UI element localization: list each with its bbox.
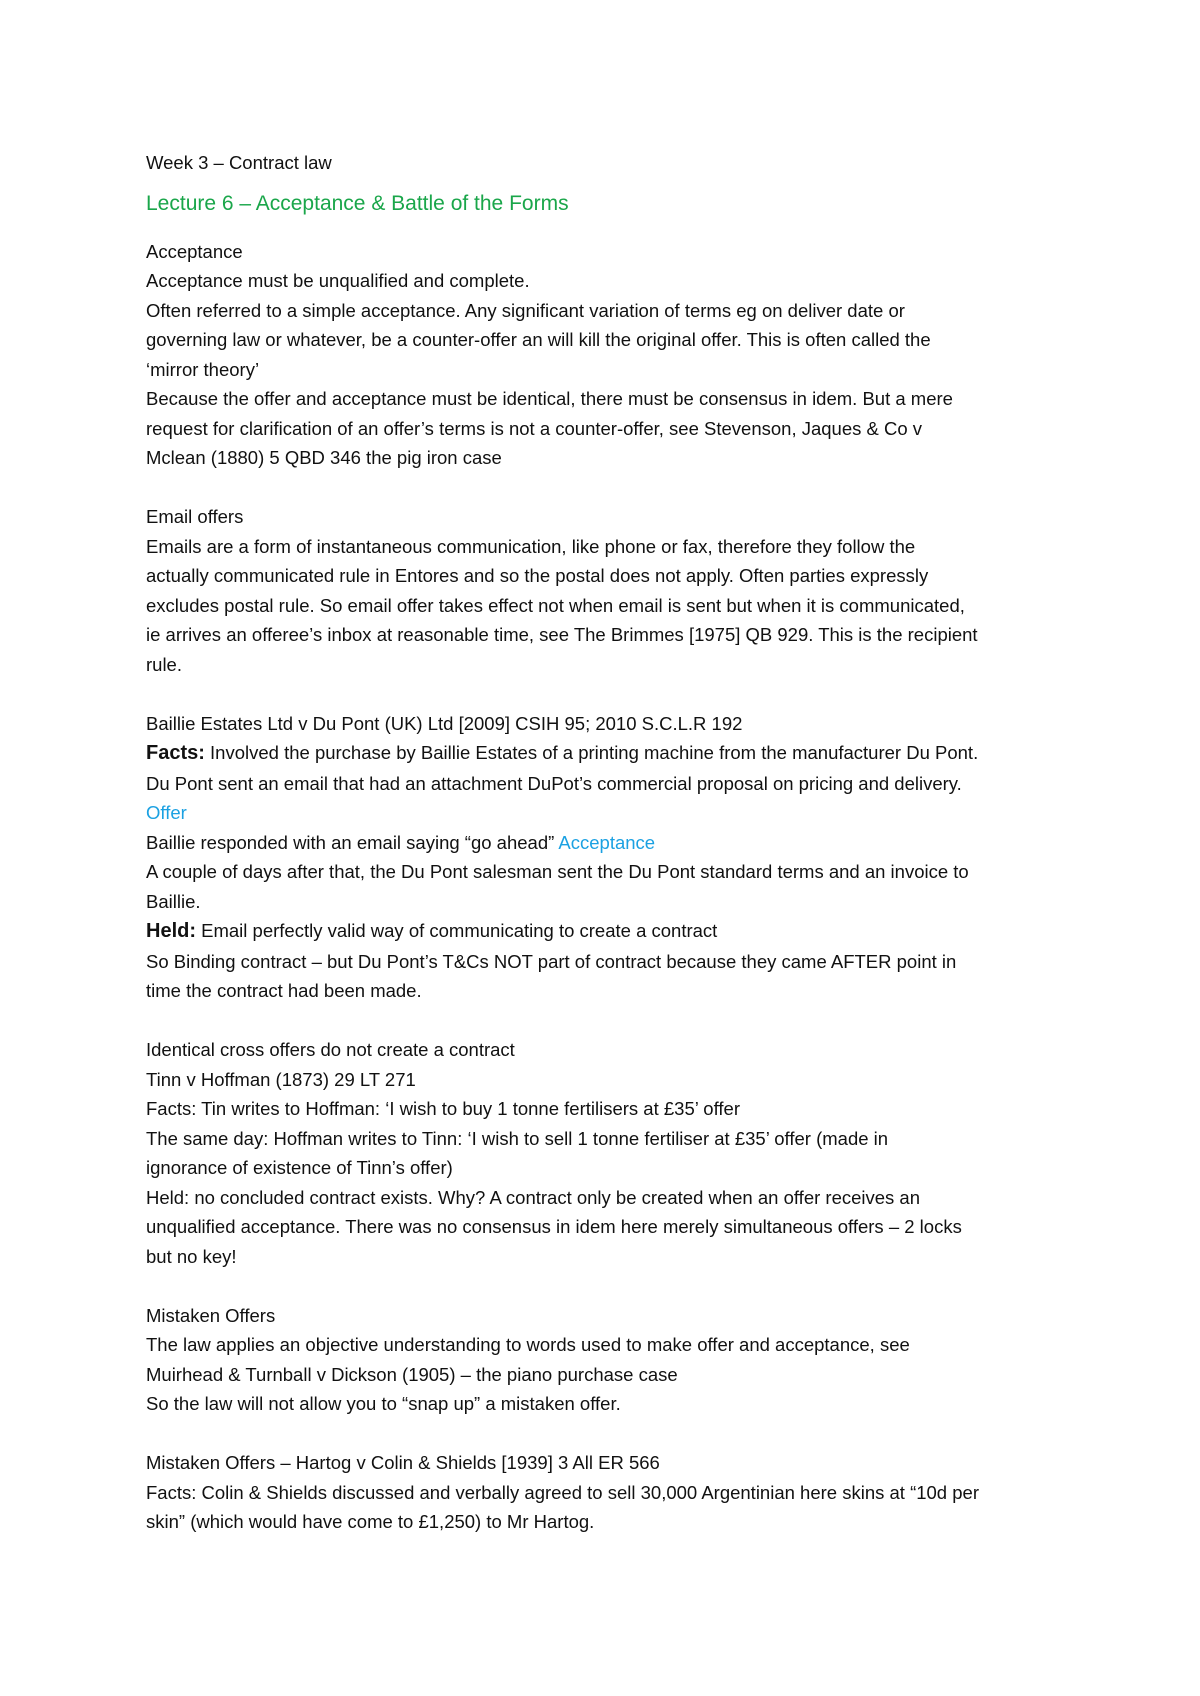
section-heading-mistaken-offers: Mistaken Offers [146, 1304, 276, 1326]
section-heading-cross-offers: Identical cross offers do not create a contract [146, 1039, 515, 1060]
paragraph-line: So the law will not allow you to “snap up” a mistaken offer. [146, 1393, 621, 1414]
paragraph-line: Mclean (1880) 5 QBD 346 the pig iron case [146, 447, 502, 468]
facts-line [146, 738, 1080, 769]
paragraph-line: Because the offer and acceptance must be identical, there must be consensus in idem. But a mere [146, 388, 953, 409]
paragraph-line: Emails are a form of instantaneous communication, like phone or fax, therefore they follow the [146, 535, 916, 557]
email-offers-section [146, 502, 1080, 679]
paragraph-line: time the contract had been made. [146, 980, 422, 1001]
section-heading-acceptance: Acceptance [146, 240, 243, 262]
paragraph-line: Tinn v Hoffman (1873) 29 LT 271 [146, 1068, 416, 1090]
paragraph-line: rule. [146, 653, 182, 675]
lecture-heading: Lecture 6 – Acceptance & Battle of the Forms [146, 191, 569, 215]
paragraph-line: request for clarification of an offer’s terms is not a counter-offer, see Stevenson, Jaques & Co v [146, 417, 923, 439]
held-text: Email perfectly valid way of communicating to create a contract [196, 920, 718, 941]
acceptance-tag: Acceptance [558, 831, 656, 853]
paragraph-line: unqualified acceptance. There was no consensus in idem here merely simultaneous offers – 2 locks [146, 1216, 962, 1237]
response-text: Baillie responded with an email saying “go ahead” [146, 831, 559, 853]
paragraph-line: skin” (which would have come to £1,250) to Mr Hartog. [146, 1511, 595, 1532]
document-title: Week 3 – Contract law [146, 152, 332, 173]
spacer [146, 1006, 1080, 1036]
paragraph-line: governing law or whatever, be a counter-offer an will kill the original offer. This is often called the [146, 329, 931, 350]
paragraph-line: So Binding contract – but Du Pont’s T&Cs NOT part of contract because they came AFTER point in [146, 950, 957, 972]
paragraph-line: ‘mirror theory’ [146, 358, 260, 380]
section-heading-email-offers: Email offers [146, 506, 244, 527]
paragraph-line: Facts: Tin writes to Hoffman: ‘I wish to buy 1 tonne fertilisers at £35’ offer [146, 1098, 740, 1119]
acceptance-section [146, 237, 1080, 473]
facts-label: Facts: [146, 742, 205, 764]
held-line [146, 916, 1080, 947]
spacer [146, 1419, 1080, 1449]
paragraph-line: Facts: Colin & Shields discussed and verbally agreed to sell 30,000 Argentinian here skins at “10d per [146, 1481, 979, 1503]
paragraph-line: Acceptance must be unqualified and complete. [146, 270, 530, 291]
response-line [146, 828, 1080, 858]
mistaken-offers-section [146, 1301, 1080, 1419]
paragraph-line: Often referred to a simple acceptance. Any significant variation of terms eg on deliver date or [146, 299, 905, 321]
paragraph-line: Muirhead & Turnball v Dickson (1905) – the piano purchase case [146, 1363, 678, 1385]
facts-text: Involved the purchase by Baillie Estates of a printing machine from the manufacturer Du Pont. [204, 742, 979, 763]
paragraph-line: Baillie. [146, 890, 201, 912]
offer-tag: Offer [146, 802, 187, 823]
case-heading-baillie: Baillie Estates Ltd v Du Pont (UK) Ltd [2009] CSIH 95; 2010 S.C.L.R 192 [146, 712, 743, 734]
paragraph-line: The law applies an objective understanding to words used to make offer and acceptance, see [146, 1334, 910, 1355]
cross-offers-section [146, 1035, 1080, 1271]
paragraph-line: A couple of days after that, the Du Pont salesman sent the Du Pont standard terms and an invoice to [146, 861, 969, 882]
hartog-case-section [146, 1448, 1080, 1537]
paragraph-line: excludes postal rule. So email offer takes effect not when email is sent but when it is communicated, [146, 594, 965, 616]
spacer [146, 473, 1080, 503]
paragraph-line: ie arrives an offeree’s inbox at reasonable time, see The Brimmes [1975] QB 929. This is the recipient [146, 624, 978, 645]
baillie-case-section [146, 709, 1080, 1006]
paragraph-line: The same day: Hoffman writes to Tinn: ‘I wish to sell 1 tonne fertiliser at £35’ offer (made in [146, 1127, 889, 1149]
spacer [146, 679, 1080, 709]
spacer [146, 1271, 1080, 1301]
paragraph-line: Du Pont sent an email that had an attachment DuPot’s commercial proposal on pricing and delivery. [146, 772, 962, 794]
paragraph-line: Held: no concluded contract exists. Why? A contract only be created when an offer receives an [146, 1186, 921, 1208]
paragraph-line: but no key! [146, 1245, 237, 1267]
paragraph-line: ignorance of existence of Tinn’s offer) [146, 1157, 453, 1178]
paragraph-line: actually communicated rule in Entores and so the postal does not apply. Often parties expressly [146, 565, 929, 586]
case-heading-hartog: Mistaken Offers – Hartog v Colin & Shields [1939] 3 All ER 566 [146, 1452, 660, 1473]
held-label: Held: [146, 920, 196, 942]
